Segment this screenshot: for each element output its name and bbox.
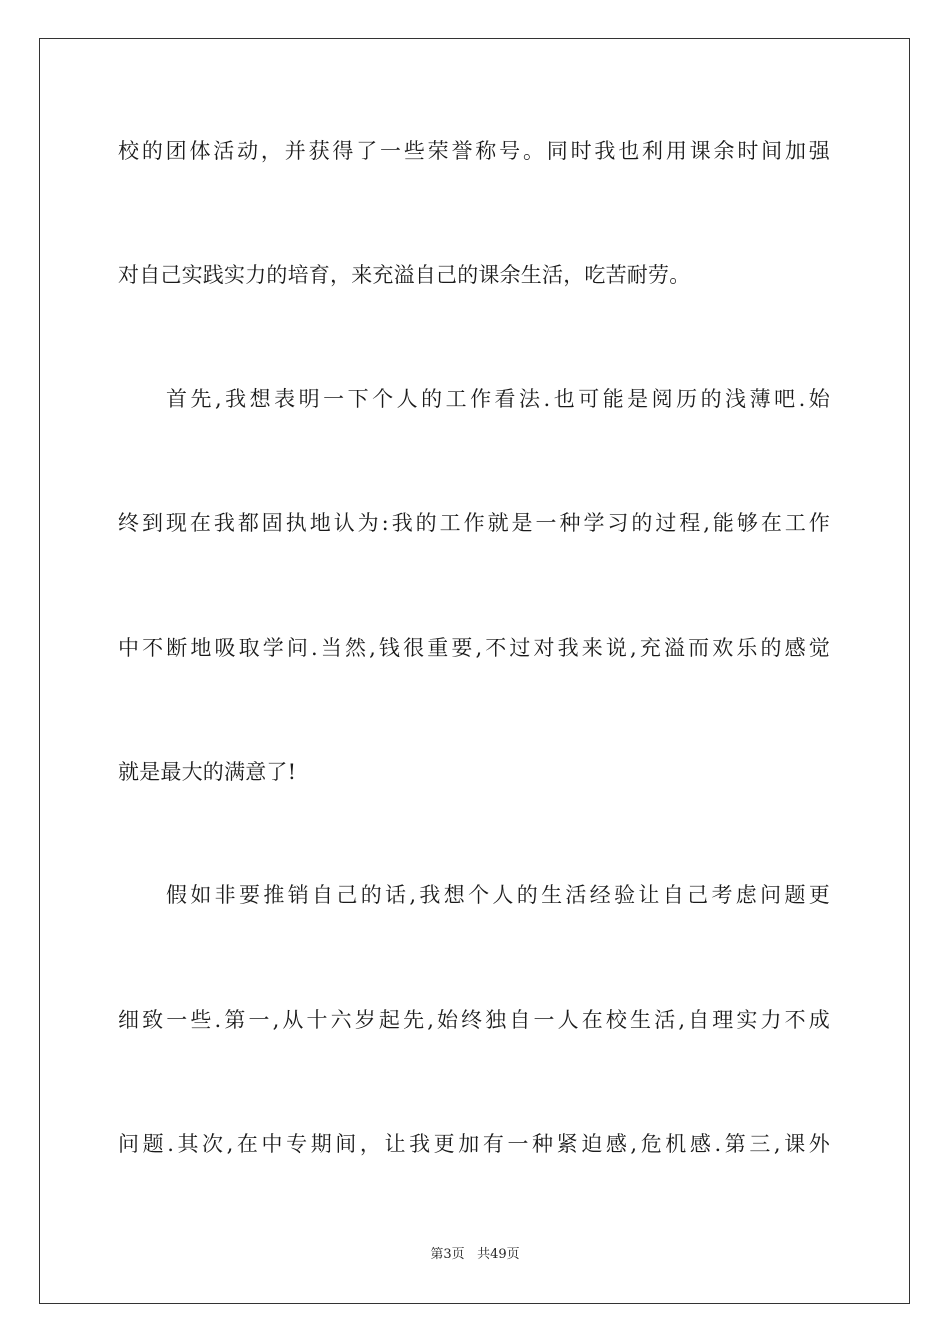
page-footer bbox=[0, 1246, 950, 1264]
text-line-3: 首先,我想表明一下个人的工作看法.也可能是阅历的浅薄吧.始 bbox=[166, 387, 830, 411]
text-line-4: 终到现在我都固执地认为:我的工作就是一种学习的过程,能够在工作 bbox=[118, 511, 830, 535]
text-line-8: 细致一些.第一,从十六岁起先,始终独自一人在校生活,自理实力不成 bbox=[118, 1008, 830, 1032]
page-border bbox=[39, 38, 910, 1304]
text-line-1: 校的团体活动，并获得了一些荣誉称号。同时我也利用课余时间加强 bbox=[118, 139, 830, 163]
page-total: 共49页 bbox=[477, 1247, 520, 1262]
text-line-5: 中不断地吸取学问.当然,钱很重要,不过对我来说,充溢而欢乐的感觉 bbox=[118, 636, 830, 660]
text-line-7: 假如非要推销自己的话,我想个人的生活经验让自己考虑问题更 bbox=[166, 883, 830, 907]
text-line-9: 问题.其次,在中专期间，让我更加有一种紧迫感,危机感.第三,课外 bbox=[118, 1132, 830, 1156]
page-number: 第3页 bbox=[430, 1247, 465, 1262]
text-line-6: 就是最大的满意了! bbox=[118, 760, 297, 784]
text-line-2: 对自己实践实力的培育，来充溢自己的课余生活，吃苦耐劳。 bbox=[118, 263, 691, 287]
